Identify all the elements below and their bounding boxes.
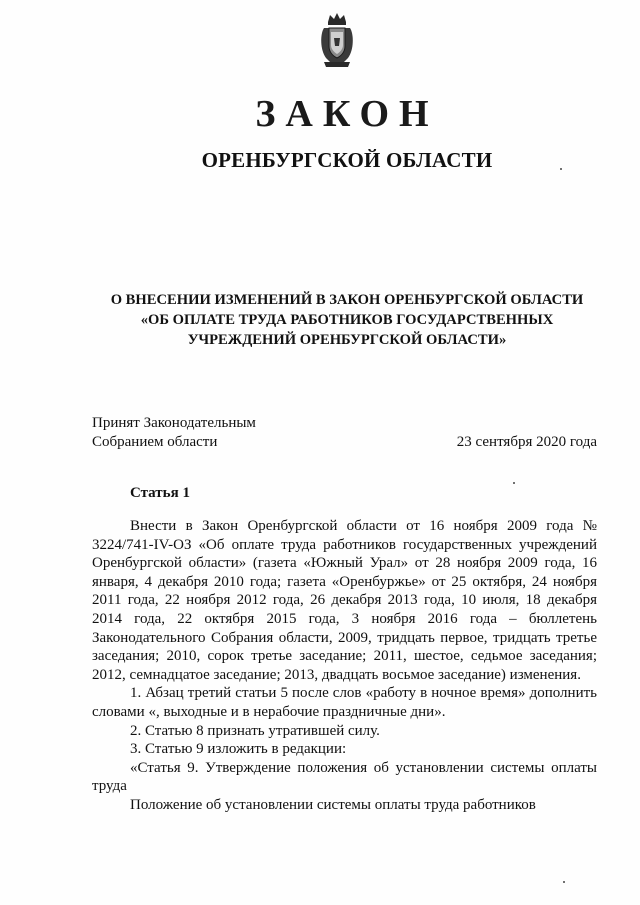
law-region: ОРЕНБУРГСКОЙ ОБЛАСТИ <box>201 148 493 172</box>
article-paragraph: Внести в Закон Оренбургской области от 16 ноября 2009 года № 3224/741-IV-ОЗ «Об оплате труда работников государственных учреждений Оренбургской области» (газета «Южный Урал» от 28 ноября 2009 года, 16 января, 4 декабря 2010 года; газета «Оренбуржье» от 25 октября, 24 ноября 2011 года, 22 ноября 2012 года, 26 декабря 2013 года, 10 июля, 18 декабря 2014 года, 22 октября 2015 года, 3 ноября 2016 года – бюллетень Законодательного Собрания области, 2009, тридцать первое, тридцать третье заседания; 2010, сорок третье заседание; 2011, шестое, седьмое заседания; 2012, семнадцатое заседание; 2013, двадцать восьмое заседание) изменения. <box>92 518 597 683</box>
adoption-line: Принят Законодательным <box>92 415 256 431</box>
article-body <box>92 517 597 815</box>
adoption-line: Собранием области <box>92 434 218 450</box>
scan-speck <box>563 881 565 883</box>
heading-line: О ВНЕСЕНИИ ИЗМЕНЕНИЙ В ЗАКОН ОРЕНБУРГСКОЙ ОБЛАСТИ <box>110 292 584 308</box>
adoption-date: 23 сентября 2020 года <box>456 434 597 450</box>
article-quote: «Статья 9. Утверждение положения об установлении системы оплаты труда <box>92 759 597 795</box>
heading-line: «ОБ ОПЛАТЕ ТРУДА РАБОТНИКОВ ГОСУДАРСТВЕННЫХ <box>140 312 554 328</box>
coat-of-arms-icon <box>318 12 356 70</box>
document-heading <box>92 290 602 350</box>
scan-speck <box>513 482 515 484</box>
article-paragraph: Положение об установлении системы оплаты труда работников <box>130 796 536 813</box>
scan-speck <box>560 168 562 170</box>
article-item: 3. Статью 9 изложить в редакции: <box>130 741 347 758</box>
heading-line: УЧРЕЖДЕНИЙ ОРЕНБУРГСКОЙ ОБЛАСТИ» <box>187 332 507 348</box>
adoption-block <box>92 414 256 452</box>
article-title: Статья 1 <box>130 485 190 501</box>
article-item: 2. Статью 8 признать утратившей силу. <box>130 722 380 739</box>
article-item: 1. Абзац третий статьи 5 после слов «работу в ночное время» дополнить словами «, выходные и в нерабочие праздничные дни». <box>92 685 597 720</box>
law-title: ЗАКОН <box>255 93 439 135</box>
